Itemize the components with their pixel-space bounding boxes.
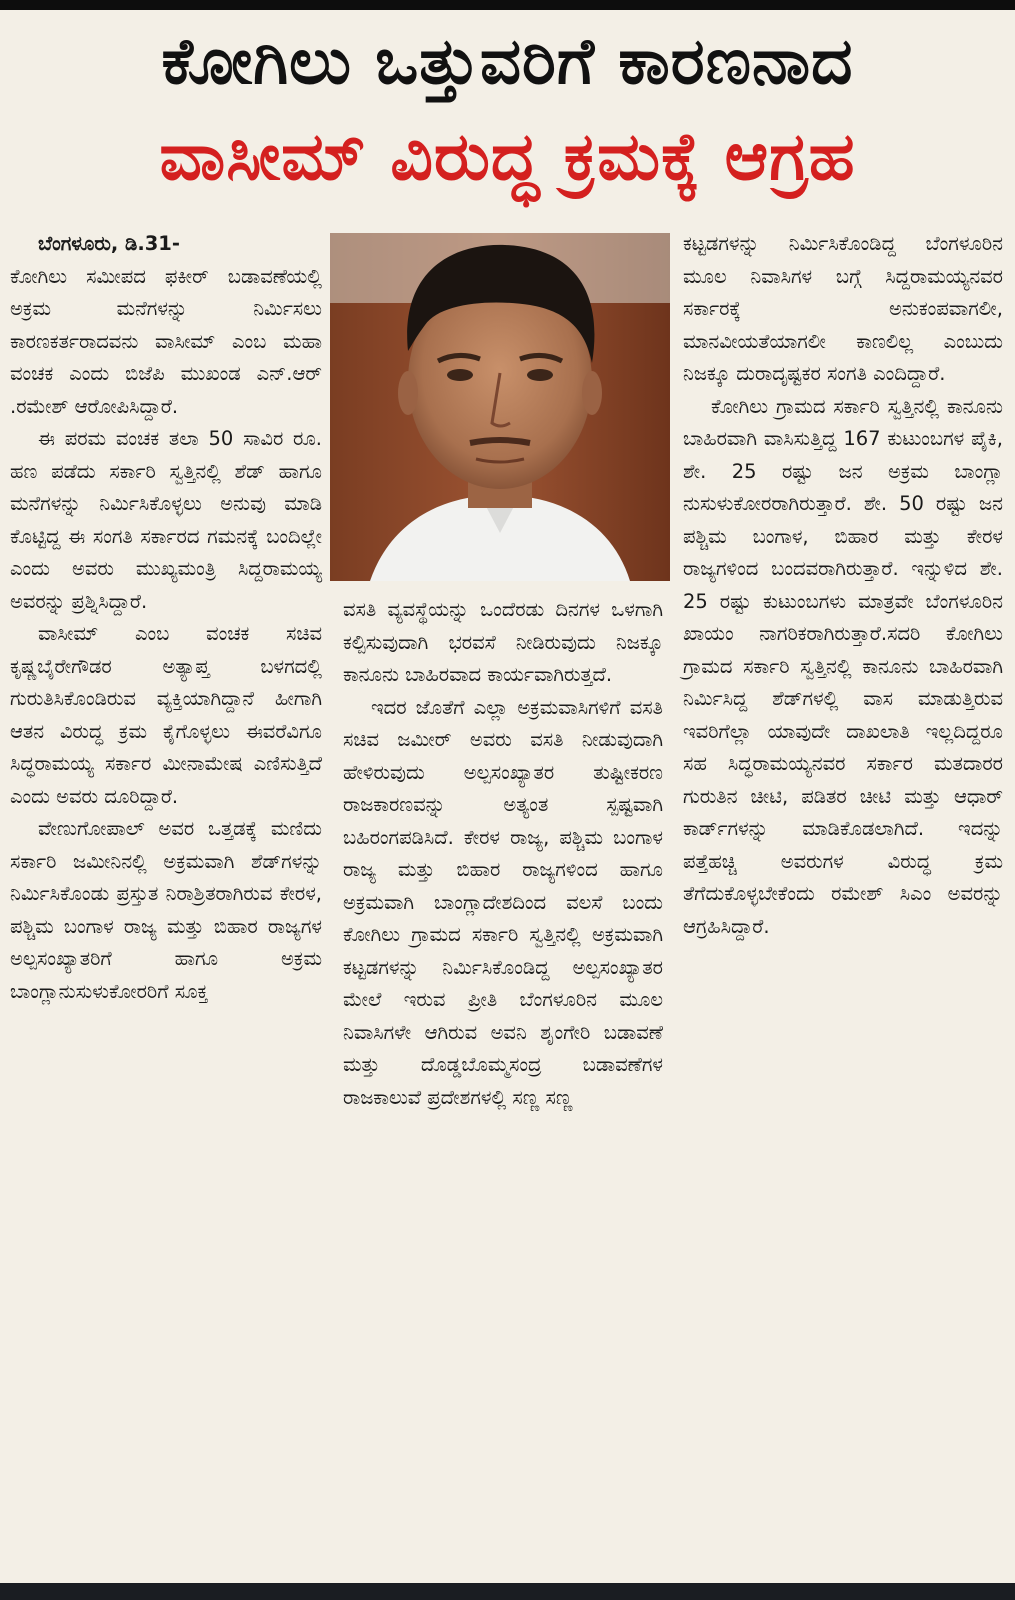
paragraph: ಕೋಗಿಲು ಗ್ರಾಮದ ಸರ್ಕಾರಿ ಸ್ವತ್ತಿನಲ್ಲಿ ಕಾನೂನು ಬಾಹಿರವಾಗಿ ವಾಸಿಸುತ್ತಿದ್ದ 167 ಕುಟುಂಬಗಳ ಪೈಕಿ, ಶೇ. 25 ರಷ್ಟು ಜನ ಅಕ್ರಮ ಬಾಂಗ್ಲಾ ನುಸುಳುಕೋರರಾಗಿರುತ್ತಾರೆ. ಶೇ. 50 ರಷ್ಟು ಜನ ಪಶ್ಚಿಮ ಬಂಗಾಳ, ಬಿಹಾರ ಮತ್ತು ಕೇರಳ ರಾಜ್ಯಗಳಿಂದ ಬಂದವರಾಗಿರುತ್ತಾರೆ. ಇನ್ನುಳಿದ ಶೇ. 25 ರಷ್ಟು ಕುಟುಂಬಗಳು ಮಾತ್ರವೇ ಬೆಂಗಳೂರಿನ ಖಾಯಂ ನಾಗರಿಕರಾಗಿರುತ್ತಾರೆ.ಸದರಿ ಕೋಗಿಲು ಗ್ರಾಮದ ಸರ್ಕಾರಿ ಸ್ವತ್ತಿನಲ್ಲಿ ಕಾನೂನು ಬಾಹಿರವಾಗಿ ನಿರ್ಮಿಸಿದ್ದ ಶೆಡ್‌ಗಳಲ್ಲಿ ವಾಸ ಮಾಡುತ್ತಿರುವ ಇವರಿಗೆಲ್ಲಾ ಯಾವುದೇ ದಾಖಲಾತಿ ಇಲ್ಲದಿದ್ದರೂ ಸಹ ಸಿದ್ಧರಾಮಯ್ಯನವರ ಸರ್ಕಾರ ಮತದಾರರ ಗುರುತಿನ ಚೀಟಿ, ಪಡಿತರ ಚೀಟಿ ಮತ್ತು ಆಧಾರ್ ಕಾರ್ಡ್‌ಗಳನ್ನು ಮಾಡಿಕೊಡಲಾಗಿದೆ. ಇದನ್ನು ಪತ್ತೆಹಚ್ಚಿ ಅವರುಗಳ ವಿರುದ್ಧ ಕ್ರಮ ತೆಗೆದುಕೊಳ್ಳಬೇಕೆಂದು ರಮೇಶ್ ಸಿಎಂ ಅವರನ್ನು ಆಗ್ರಹಿಸಿದ್ದಾರೆ. xyxy=(683,394,1003,938)
paragraph: ಈ ಪರಮ ವಂಚಕ ತಲಾ 50 ಸಾವಿರ ರೂ. ಹಣ ಪಡೆದು ಸರ್ಕಾರಿ ಸ್ವತ್ತಿನಲ್ಲಿ ಶೆಡ್ ಹಾಗೂ ಮನೆಗಳನ್ನು ನಿರ್ಮಿಸಿಕೊಳ್ಳಲು ಅನುವು ಮಾಡಿ ಕೊಟ್ಟಿದ್ದ ಈ ಸಂಗತಿ ಸರ್ಕಾರದ ಗಮನಕ್ಕೆ ಬಂದಿಲ್ಲೇ ಎಂದು ಅವರು ಮುಖ್ಯಮಂತ್ರಿ ಸಿದ್ದರಾಮಯ್ಯ ಅವರನ್ನು ಪ್ರಶ್ನಿಸಿದ್ದಾರೆ. xyxy=(10,427,322,613)
top-frame-band xyxy=(0,0,1015,10)
paragraph: ವಾಸೀಮ್ ಎಂಬ ವಂಚಕ ಸಚಿವ ಕೃಷ್ಣಬೈರೇಗೌಡರ ಅತ್ಯಾಪ್ತ ಬಳಗದಲ್ಲಿ ಗುರುತಿಸಿಕೊಂಡಿರುವ ವ್ಯಕ್ತಿಯಾಗಿದ್ದಾನೆ ಹೀಗಾಗಿ ಆತನ ವಿರುದ್ಧ ಕ್ರಮ ಕೈಗೊಳ್ಳಲು ಈವರೆವಿಗೂ ಸಿದ್ಧರಾಮಯ್ಯ ಸರ್ಕಾರ ಮೀನಾಮೇಷ ಎಣಿಸುತ್ತಿದೆ ಎಂದು ಅವರು ದೂರಿದ್ದಾರೆ. xyxy=(10,622,322,808)
paragraph: ಇದರ ಜೊತೆಗೆ ಎಲ್ಲಾ ಅಕ್ರಮವಾಸಿಗಳಿಗೆ ವಸತಿ ಸಚಿವ ಜಮೀರ್ ಅವರು ವಸತಿ ನೀಡುವುದಾಗಿ ಹೇಳಿರುವುದು ಅಲ್ಪಸಂಖ್ಯಾತರ ತುಷ್ಟೀಕರಣ ರಾಜಕಾರಣವನ್ನು ಅತ್ಯಂತ ಸ್ಪಷ್ಟವಾಗಿ ಬಹಿರಂಗಪಡಿಸಿದೆ. ಕೇರಳ ರಾಜ್ಯ, ಪಶ್ಚಿಮ ಬಂಗಾಳ ರಾಜ್ಯ ಮತ್ತು ಬಿಹಾರ ರಾಜ್ಯಗಳಿಂದ ಹಾಗೂ ಅಕ್ರಮವಾಗಿ ಬಾಂಗ್ಲಾದೇಶದಿಂದ ವಲಸೆ ಬಂದು ಕೋಗಿಲು ಗ್ರಾಮದ ಸರ್ಕಾರಿ ಸ್ವತ್ತಿನಲ್ಲಿ ಅಕ್ರಮವಾಗಿ ಕಟ್ಟಡಗಳನ್ನು ನಿರ್ಮಿಸಿಕೊಂಡಿದ್ದ ಅಲ್ಪಸಂಖ್ಯಾತರ ಮೇಲೆ ಇರುವ ಪ್ರೀತಿ ಬೆಂಗಳೂರಿನ ಮೂಲ ನಿವಾಸಿಗಳೇ ಆಗಿರುವ ಅವನಿ ಶೃಂಗೇರಿ ಬಡಾವಣೆ ಮತ್ತು ದೊಡ್ಡಬೊಮ್ಮಸಂದ್ರ ಬಡಾವಣೆಗಳ ರಾಜಕಾಲುವೆ ಪ್ರದೇಶಗಳಲ್ಲಿ ಸಣ್ಣ ಸಣ್ಣ xyxy=(343,695,663,1109)
paragraph: ಕಟ್ಟಡಗಳನ್ನು ನಿರ್ಮಿಸಿಕೊಂಡಿದ್ದ ಬೆಂಗಳೂರಿನ ಮೂಲ ನಿವಾಸಿಗಳ ಬಗ್ಗೆ ಸಿದ್ದರಾಮಯ್ಯನವರ ಸರ್ಕಾರಕ್ಕೆ ಅನುಕಂಪವಾಗಲೀ, ಮಾನವೀಯತೆಯಾಗಲೀ ಕಾಣಲಿಲ್ಲ ಎಂಬುದು ನಿಜಕ್ಕೂ ದುರಾದೃಷ್ಟಕರ ಸಂಗತಿ ಎಂದಿದ್ದಾರೆ. xyxy=(683,232,1003,385)
dateline: ಬೆಂಗಳೂರು, ಡಿ.31- xyxy=(38,232,180,255)
article-column-1 xyxy=(10,228,322,1008)
bottom-frame-band xyxy=(0,1583,1015,1600)
article-column-2 xyxy=(343,594,663,1114)
headline-line-1: ಕೋಗಿಲು ಒತ್ತುವರಿಗೆ ಕಾರಣನಾದ xyxy=(161,25,854,99)
paragraph: ಕೋಗಿಲು ಸಮೀಪದ ಫಕೀರ್ ಬಡಾವಣೆಯಲ್ಲಿ ಅಕ್ರಮ ಮನೆಗಳನ್ನು ನಿರ್ಮಿಸಲು ಕಾರಣಕರ್ತರಾದವನು ವಾಸೀಮ್ ಎಂಬ ಮಹಾ ವಂಚಕ ಎಂದು ಬಿಜೆಪಿ ಮುಖಂಡ ಎನ್.ಆರ್ .ರಮೇಶ್ ಆರೋಪಿಸಿದ್ದಾರೆ. xyxy=(10,264,322,418)
paragraph: ವಸತಿ ವ್ಯವಸ್ಥೆಯನ್ನು ಒಂದೆರಡು ದಿನಗಳ ಒಳಗಾಗಿ ಕಲ್ಪಿಸುವುದಾಗಿ ಭರವಸೆ ನೀಡಿರುವುದು ನಿಜಕ್ಕೂ ಕಾನೂನು ಬಾಹಿರವಾದ ಕಾರ್ಯವಾಗಿರುತ್ತದೆ. xyxy=(343,598,663,686)
article-column-3 xyxy=(683,228,1003,943)
paragraph: ವೇಣುಗೋಪಾಲ್ ಅವರ ಒತ್ತಡಕ್ಕೆ ಮಣಿದು ಸರ್ಕಾರಿ ಜಮೀನಿನಲ್ಲಿ ಅಕ್ರಮವಾಗಿ ಶೆಡ್‌ಗಳನ್ನು ನಿರ್ಮಿಸಿಕೊಂಡು ಪ್ರಸ್ತುತ ನಿರಾಶ್ರಿತರಾಗಿರುವ ಕೇರಳ, ಪಶ್ಚಿಮ ಬಂಗಾಳ ರಾಜ್ಯ ಮತ್ತು ಬಿಹಾರ ರಾಜ್ಯಗಳ ಅಲ್ಪಸಂಖ್ಯಾತರಿಗೆ ಹಾಗೂ ಅಕ್ರಮ ಬಾಂಗ್ಲಾನುಸುಳುಕೋರರಿಗೆ ಸೂಕ್ತ xyxy=(10,817,322,1003)
portrait-photo xyxy=(330,233,670,581)
headline-line-2: ವಾಸೀಮ್ ವಿರುದ್ಧ ಕ್ರಮಕ್ಕೆ ಆಗ್ರಹ xyxy=(159,118,856,195)
